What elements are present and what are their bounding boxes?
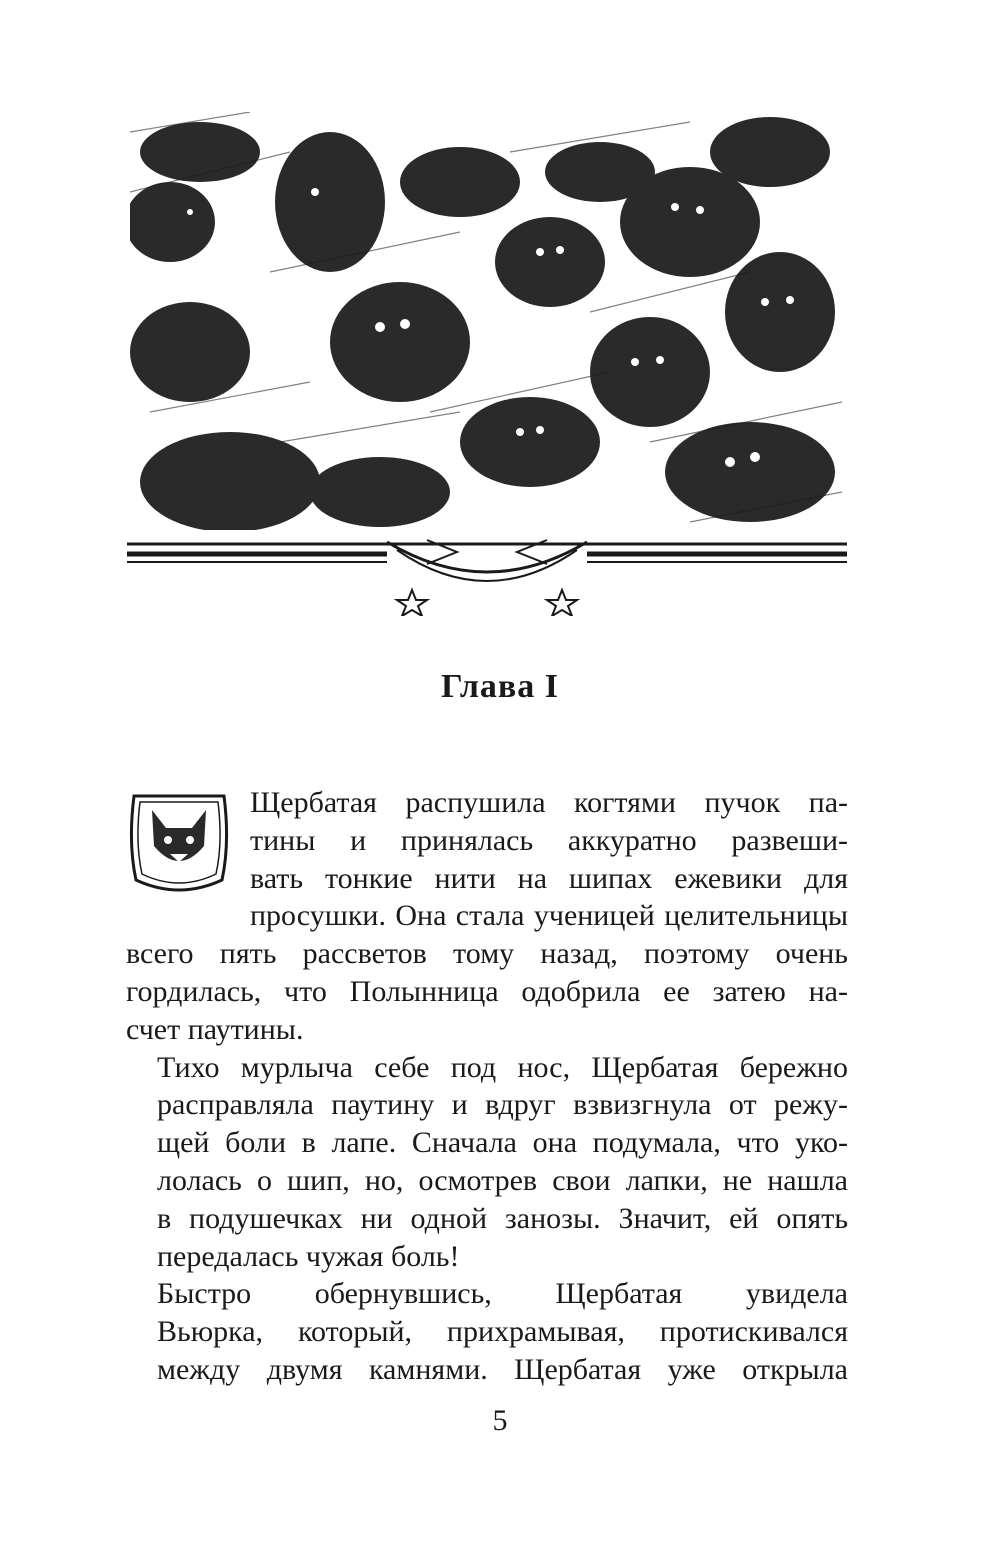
cat-face-icon: [126, 788, 232, 898]
illustration-art: [130, 112, 842, 530]
text-line: просушки. Она стала ученицей целительницы: [250, 899, 848, 933]
text-line: в подушечках ни одной занозы. Значит, ей опять: [157, 1201, 848, 1235]
page-number: 5: [492, 1404, 508, 1437]
paragraph-1: [126, 784, 848, 1049]
text-line: Тихо мурлыча себе под нос, Щербатая бережно: [157, 1050, 848, 1084]
text-line: Вьюрка, который, прихрамывая, протискивался: [157, 1315, 848, 1349]
text-line: передалась чужая боль!: [157, 1239, 460, 1273]
chapter-ornament: [127, 532, 847, 616]
chapter-title: Глава I: [441, 668, 559, 705]
text-line: Быстро обернувшись, Щербатая увидела: [157, 1277, 848, 1311]
text-line: всего пять рассветов тому назад, поэтому очень: [126, 937, 848, 971]
text-line: счет паутины.: [126, 1012, 304, 1046]
text-line: вать тонкие нити на шипах ежевики для: [250, 861, 848, 895]
ornament-art: [127, 532, 847, 616]
paragraph-2: [126, 1049, 848, 1276]
text-line: расправляла паутину и вдруг взвизгнула от режу-: [157, 1088, 848, 1122]
text-line: Щербатая распушила когтями пучок па-: [250, 786, 848, 819]
chapter-text: [126, 784, 848, 1389]
text-line: между двумя камнями. Щербатая уже открыла: [157, 1352, 848, 1386]
text-line: тины и принялась аккуратно развеши-: [250, 823, 848, 857]
text-line: лолась о шип, но, осмотрев свои лапки, не нашла: [157, 1163, 848, 1197]
text-line: гордилась, что Полынница одобрила ее затею на-: [126, 974, 848, 1008]
paragraph-3: [126, 1275, 848, 1388]
chapter-illustration: [130, 112, 842, 530]
text-line: щей боли в лапе. Сначала она подумала, что уко-: [157, 1126, 848, 1160]
